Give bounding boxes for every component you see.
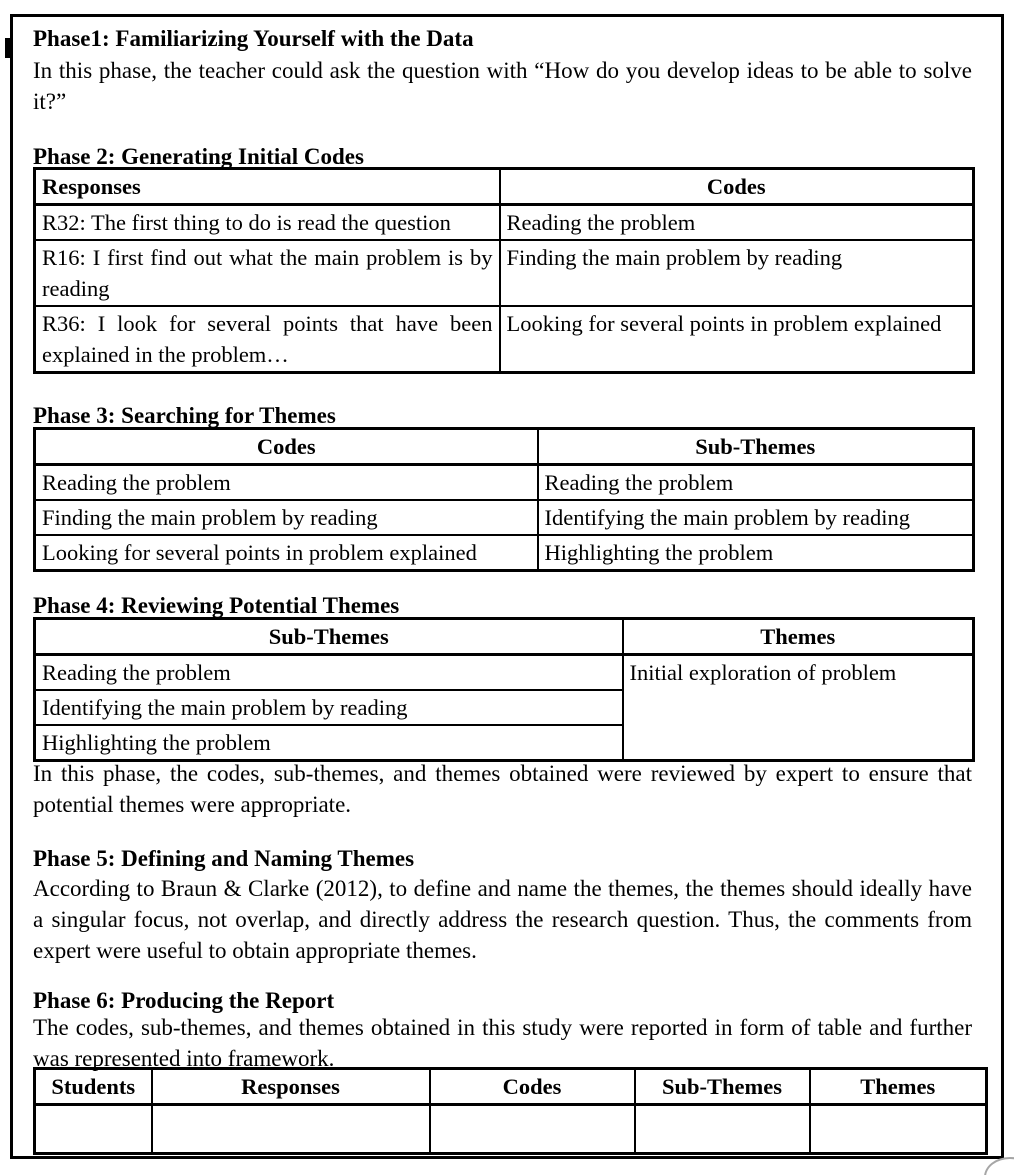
table-row: [35, 500, 974, 535]
codes-subthemes-table: [33, 427, 975, 572]
table-row: [35, 465, 974, 501]
table-cell: Identifying the main problem by reading: [35, 690, 623, 725]
subthemes-header-cell: Sub-Themes: [635, 1069, 810, 1105]
table-cell: R32: The first thing to do is read the question: [35, 205, 500, 241]
table-row: [35, 1105, 987, 1154]
table-header-row: [35, 1069, 987, 1105]
table-row: [35, 535, 974, 571]
table-row: [35, 240, 974, 306]
table-cell: Identifying the main problem by reading: [538, 500, 974, 535]
table-cell: Reading the problem: [500, 205, 974, 241]
table-cell: Reading the problem: [35, 465, 538, 501]
table-header-row: [35, 169, 974, 205]
table-row: [35, 306, 974, 373]
phase6-paragraph: The codes, sub-themes, and themes obtained in this study were reported in form of table and further was represented into framework.: [33, 1015, 972, 1071]
phase5-heading: Phase 5: Defining and Naming Themes: [33, 846, 415, 871]
phase6-heading: Phase 6: Producing the Report: [33, 988, 335, 1013]
merged-theme-cell: Initial exploration of problem: [623, 655, 974, 761]
table-cell: Looking for several points in problem explained: [35, 535, 538, 571]
subthemes-header-cell: Sub-Themes: [538, 429, 974, 465]
empty-cell: [635, 1105, 810, 1154]
phase1-heading: Phase1: Familiarizing Yourself with the Data: [33, 26, 474, 51]
corner-arc-artifact: [984, 1157, 1014, 1175]
table-header-row: [35, 619, 974, 655]
table-cell: Highlighting the problem: [538, 535, 974, 571]
phase5-paragraph: According to Braun & Clarke (2012), to define and name the themes, the themes should ideally have a singular focus, not overlap, and directly address the research question. Thus, the comments from expert were useful to obtain appropriate themes.: [33, 876, 972, 963]
codes-header-cell: Codes: [35, 429, 538, 465]
table-cell: Looking for several points in problem explained: [500, 306, 974, 373]
phase3-heading: Phase 3: Searching for Themes: [33, 403, 336, 428]
students-header-cell: Students: [35, 1069, 152, 1105]
phase2-heading: Phase 2: Generating Initial Codes: [33, 144, 364, 169]
subthemes-themes-table: [33, 617, 975, 762]
responses-header-cell: Responses: [35, 169, 500, 205]
table-row: [35, 205, 974, 241]
table-cell: Finding the main problem by reading: [500, 240, 974, 306]
border-notch-artifact: [5, 38, 10, 58]
table-row: [35, 655, 974, 691]
phase1-paragraph: In this phase, the teacher could ask the question with “How do you develop ideas to be able to solve it?”: [33, 58, 972, 114]
codes-header-cell: Codes: [500, 169, 974, 205]
responses-codes-table: [33, 167, 975, 374]
table-cell: R36: I look for several points that have been explained in the problem…: [35, 306, 500, 373]
codes-header-cell: Codes: [430, 1069, 635, 1105]
table-header-row: [35, 429, 974, 465]
responses-header-cell: Responses: [152, 1069, 430, 1105]
empty-cell: [35, 1105, 152, 1154]
phase4-heading: Phase 4: Reviewing Potential Themes: [33, 593, 400, 618]
subthemes-header-cell: Sub-Themes: [35, 619, 623, 655]
empty-cell: [810, 1105, 987, 1154]
themes-header-cell: Themes: [810, 1069, 987, 1105]
empty-cell: [430, 1105, 635, 1154]
phase4-note-paragraph: In this phase, the codes, sub-themes, and themes obtained were reviewed by expert to ensure that potential themes were appropriate.: [33, 761, 972, 817]
themes-header-cell: Themes: [623, 619, 974, 655]
table-cell: Finding the main problem by reading: [35, 500, 538, 535]
report-table: [33, 1067, 988, 1155]
table-cell: Reading the problem: [538, 465, 974, 501]
table-cell: Reading the problem: [35, 655, 623, 691]
table-cell: R16: I first find out what the main problem is by reading: [35, 240, 500, 306]
table-cell: Highlighting the problem: [35, 725, 623, 761]
empty-cell: [152, 1105, 430, 1154]
